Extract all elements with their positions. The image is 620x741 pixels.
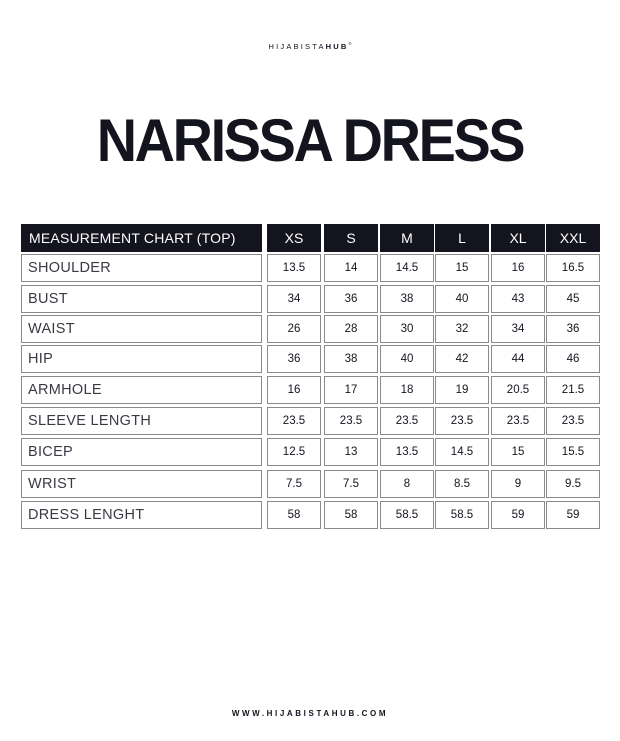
measurement-cell: 15 — [491, 438, 545, 466]
row-label: WAIST — [21, 315, 262, 343]
measurement-cell: 58 — [267, 501, 321, 529]
measurement-cell: 21.5 — [546, 376, 600, 404]
page-title: NARISSA DRESS — [96, 107, 524, 174]
measurement-cell: 36 — [546, 315, 600, 343]
size-header-s: S — [324, 224, 378, 252]
measurement-cell: 23.5 — [324, 407, 378, 435]
measurement-cell: 30 — [380, 315, 434, 343]
measurement-cell: 59 — [491, 501, 545, 529]
measurement-cell: 28 — [324, 315, 378, 343]
measurement-cell: 23.5 — [491, 407, 545, 435]
measurement-cell: 23.5 — [546, 407, 600, 435]
registered-mark: ® — [348, 41, 352, 46]
measurement-cell: 13.5 — [267, 254, 321, 282]
measurement-cell: 18 — [380, 376, 434, 404]
measurement-cell: 14.5 — [380, 254, 434, 282]
measurement-cell: 20.5 — [491, 376, 545, 404]
measurement-cell: 40 — [435, 285, 489, 313]
measurement-cell: 26 — [267, 315, 321, 343]
brand-logo-bold: HUB — [325, 42, 349, 51]
table-header-label: MEASUREMENT CHART (TOP) — [21, 224, 262, 252]
measurement-cell: 23.5 — [380, 407, 434, 435]
measurement-cell: 17 — [324, 376, 378, 404]
row-label: BUST — [21, 285, 262, 313]
row-label: SLEEVE LENGTH — [21, 407, 262, 435]
measurement-cell: 9.5 — [546, 470, 600, 498]
row-label: SHOULDER — [21, 254, 262, 282]
measurement-cell: 13.5 — [380, 438, 434, 466]
measurement-cell: 58.5 — [380, 501, 434, 529]
size-header-l: L — [435, 224, 489, 252]
measurement-cell: 43 — [491, 285, 545, 313]
measurement-cell: 14 — [324, 254, 378, 282]
measurement-cell: 15 — [435, 254, 489, 282]
measurement-cell: 59 — [546, 501, 600, 529]
row-label: DRESS LENGHT — [21, 501, 262, 529]
measurement-cell: 16 — [491, 254, 545, 282]
measurement-cell: 34 — [267, 285, 321, 313]
measurement-cell: 36 — [324, 285, 378, 313]
row-label: WRIST — [21, 470, 262, 498]
measurement-cell: 13 — [324, 438, 378, 466]
measurement-cell: 8 — [380, 470, 434, 498]
measurement-cell: 19 — [435, 376, 489, 404]
row-label: BICEP — [21, 438, 262, 466]
measurement-cell: 45 — [546, 285, 600, 313]
measurement-cell: 38 — [324, 345, 378, 373]
measurement-cell: 14.5 — [435, 438, 489, 466]
measurement-cell: 16.5 — [546, 254, 600, 282]
measurement-cell: 23.5 — [435, 407, 489, 435]
measurement-cell: 38 — [380, 285, 434, 313]
size-header-xs: XS — [267, 224, 321, 252]
size-header-xl: XL — [491, 224, 545, 252]
measurement-cell: 8.5 — [435, 470, 489, 498]
brand-logo — [0, 41, 620, 51]
row-label: ARMHOLE — [21, 376, 262, 404]
website-url: WWW.HIJABISTAHUB.COM — [231, 709, 389, 718]
measurement-cell: 58.5 — [435, 501, 489, 529]
measurement-cell: 34 — [491, 315, 545, 343]
measurement-cell: 44 — [491, 345, 545, 373]
measurement-cell: 7.5 — [324, 470, 378, 498]
measurement-cell: 7.5 — [267, 470, 321, 498]
measurement-cell: 36 — [267, 345, 321, 373]
measurement-cell: 15.5 — [546, 438, 600, 466]
size-header-xxl: XXL — [546, 224, 600, 252]
measurement-cell: 42 — [435, 345, 489, 373]
measurement-cell: 58 — [324, 501, 378, 529]
row-label: HIP — [21, 345, 262, 373]
measurement-cell: 46 — [546, 345, 600, 373]
size-header-m: M — [380, 224, 434, 252]
measurement-cell: 12.5 — [267, 438, 321, 466]
brand-logo-light: HIJABISTA — [268, 42, 326, 51]
measurement-cell: 32 — [435, 315, 489, 343]
measurement-cell: 40 — [380, 345, 434, 373]
measurement-cell: 16 — [267, 376, 321, 404]
measurement-cell: 23.5 — [267, 407, 321, 435]
measurement-cell: 9 — [491, 470, 545, 498]
